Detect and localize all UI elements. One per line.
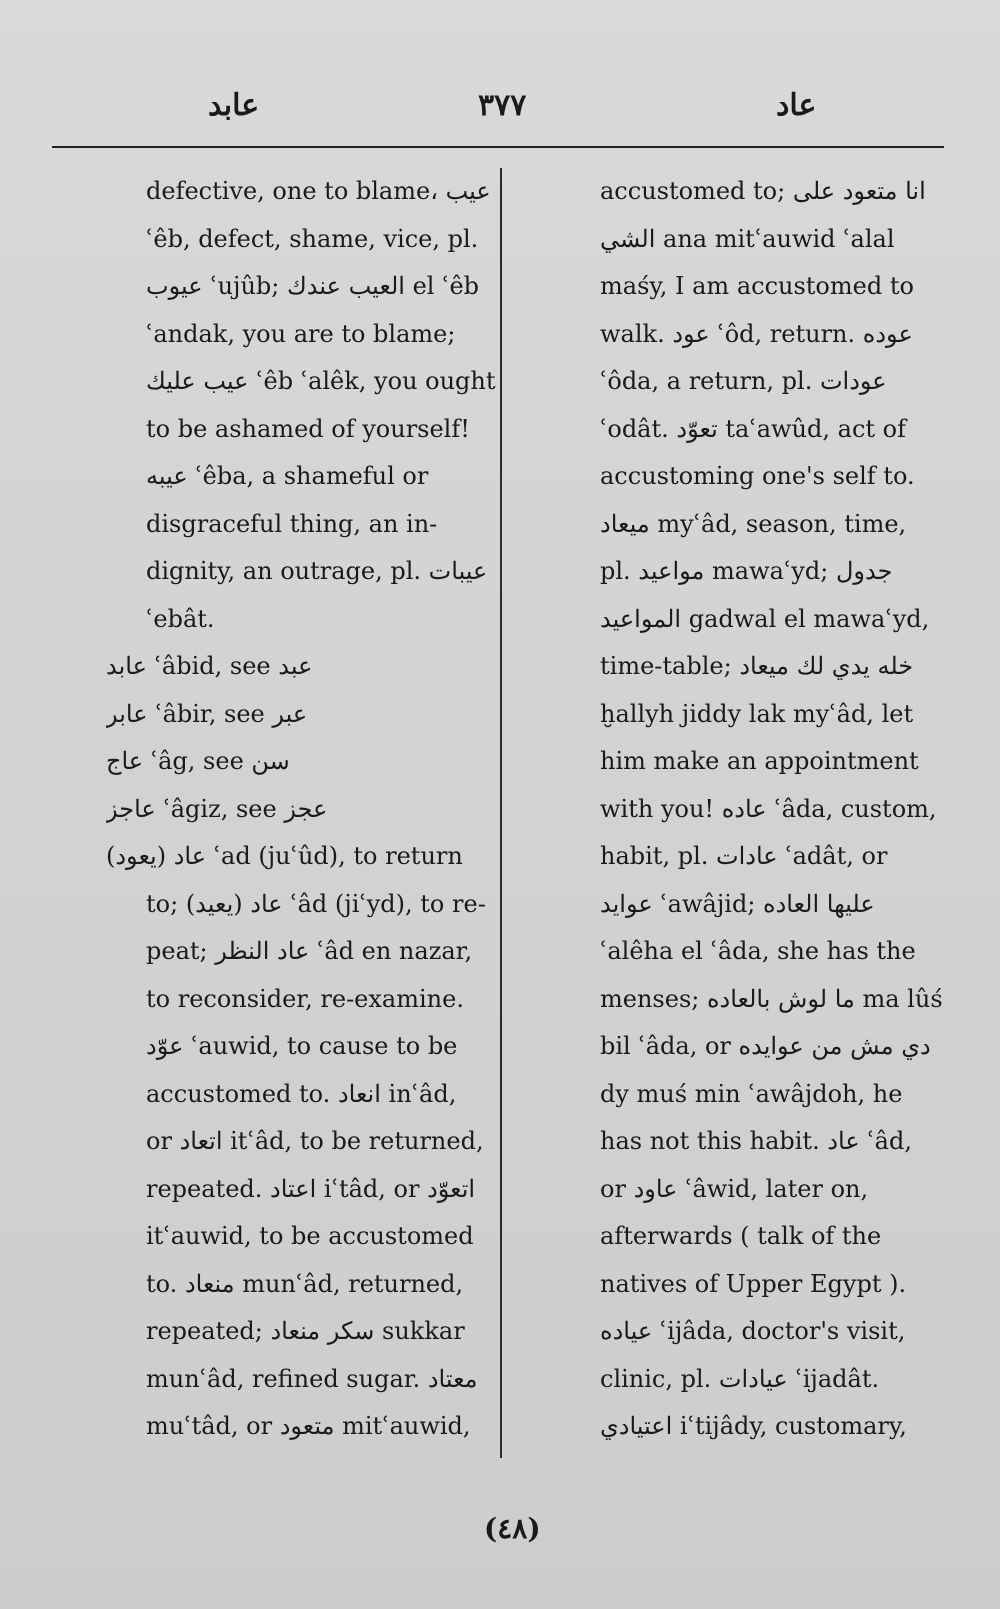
left-line: repeated. اعتاد iʿtâd, or اتعوّد (146, 1174, 476, 1203)
left-line: or اتعاد itʿâd, to be returned, (146, 1127, 484, 1155)
left-line: عيب عليك ʿêb ʿalêk, you ought (146, 367, 496, 395)
left-line: to be ashamed of yourself! (146, 414, 470, 443)
left-line: dignity, an outrage, pl. عيبات (146, 557, 488, 585)
header-left-word: عابد (208, 88, 260, 123)
left-line: ʿandak, you are to blame; (146, 319, 456, 348)
right-line: bil ʿâda, or دي مش من عوايده (600, 1032, 931, 1060)
left-line: to; عاد (يعيد) ʿâd (jiʿyd), to re- (146, 889, 486, 918)
column-divider (500, 168, 502, 1458)
left-line: عابد ʿâbid, see عبد (106, 652, 313, 680)
right-line: ʿalêha el ʿâda, she has the (600, 937, 916, 965)
left-line: muʿtâd, or متعود mitʿauwid, (146, 1412, 471, 1440)
right-line: walk. عود ʿôd, return. عوده (600, 319, 913, 348)
right-line: menses; ما لوش بالعاده ma lûś (600, 984, 943, 1013)
left-column (106, 168, 506, 1451)
left-line: ʿebât. (146, 604, 215, 633)
right-line: dy muś min ʿawâjdoh, he (600, 1079, 903, 1108)
left-line: disgraceful thing, an in- (146, 509, 438, 538)
left-line: to reconsider, re-examine. (146, 984, 464, 1013)
left-line: to. منعاد munʿâd, returned, (146, 1269, 464, 1298)
left-line: عابر ʿâbir, see عبر (106, 699, 308, 728)
left-line: عوّد ʿauwid, to cause to be (146, 1032, 458, 1060)
left-line: repeated; سكر منعاد sukkar (146, 1317, 465, 1345)
right-line: him make an appointment (600, 747, 919, 775)
left-line: عاجز ʿâgiz, see عجز (106, 794, 328, 823)
right-column (600, 168, 960, 1451)
right-line: habit, pl. عادات ʿadât, or (600, 842, 888, 870)
header-rule (52, 146, 944, 148)
left-line: عيوب ʿujûb; العيب عندك el ʿêb (146, 272, 480, 300)
right-line: accustoming one's self to. (600, 462, 915, 490)
header-right-word: عاد (776, 88, 817, 123)
right-line: with you! عاده ʿâda, custom, (600, 794, 937, 823)
right-line: afterwards ( talk of the (600, 1222, 882, 1250)
right-line: time-table; خله يدي لك ميعاد (600, 652, 914, 680)
left-line: عاد (يعود) ʿad (juʿûd), to return (106, 842, 463, 870)
right-line: clinic, pl. عيادات ʿijadât. (600, 1364, 880, 1393)
left-line: peat; عاد النظر ʿâd en nazar, (146, 937, 473, 965)
right-line: عوايد ʿawâjid; عليها العاده (600, 889, 875, 918)
right-line: pl. مواعيد mawaʿyd; جدول (600, 557, 893, 585)
right-line: ميعاد myʿâd, season, time, (600, 509, 907, 538)
right-line: maśy, I am accustomed to (600, 272, 914, 300)
right-line: اعتيادي iʿtijâdy, customary, (600, 1412, 907, 1440)
right-line: ʿôda, a return, pl. عودات (600, 367, 887, 395)
left-line: defective, one to blame، عيب (146, 177, 491, 205)
right-line: or عاود ʿâwid, later on, (600, 1174, 869, 1203)
right-line: المواعيد gadwal el mawaʿyd, (600, 604, 930, 633)
right-line: الشي ana mitʿauwid ʿalal (600, 224, 895, 253)
signature-mark: (٤٨) (484, 1512, 541, 1545)
left-line: عاج ʿâg, see سن (106, 747, 290, 775)
left-line: accustomed to. انعاد inʿâd, (146, 1079, 457, 1108)
right-line: accustomed to; انا متعود على (600, 177, 926, 205)
left-line: عيبه ʿêba, a shameful or (146, 462, 429, 490)
right-line: ʿodât. تعوّد taʿawûd, act of (600, 414, 906, 443)
left-line: itʿauwid, to be accustomed (146, 1222, 474, 1250)
left-line: ʿêb, defect, shame, vice, pl. (146, 224, 479, 253)
right-line: natives of Upper Egypt ). (600, 1269, 907, 1298)
right-line: has not this habit. عاد ʿâd, (600, 1127, 912, 1155)
page-number: ٣٧٧ (478, 88, 527, 123)
right-line: عياده ʿijâda, doctor's visit, (600, 1317, 906, 1345)
left-line: munʿâd, refined sugar. معتاد (146, 1364, 478, 1393)
right-line: ḫallyh jiddy lak myʿâd, let (600, 699, 914, 728)
